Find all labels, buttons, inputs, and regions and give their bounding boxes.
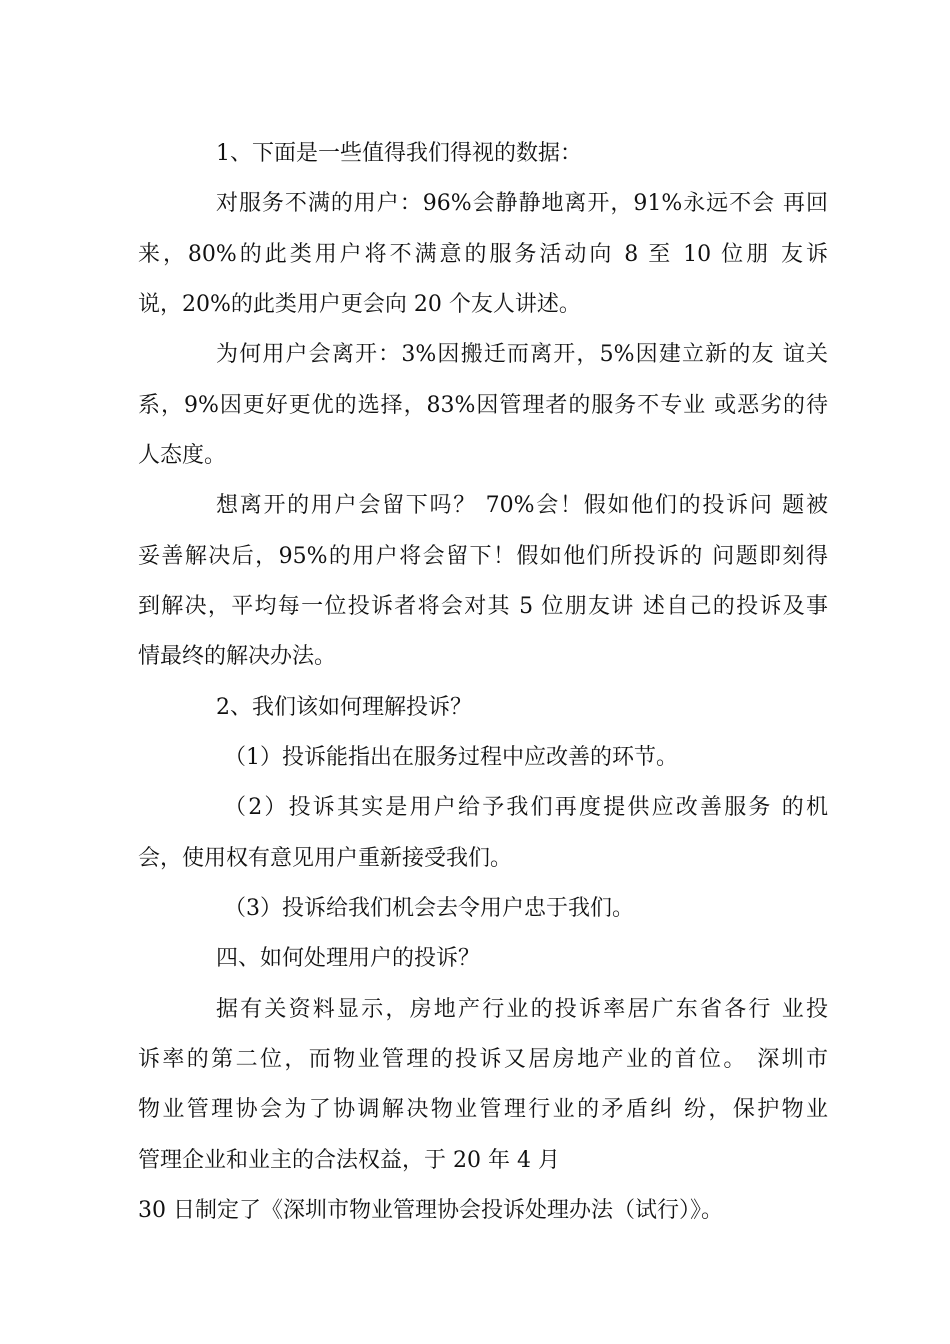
paragraph-line: 说，20%的此类用户更会向 20 个友人讲述。 (138, 292, 581, 317)
list-item-1: （1）投诉能指出在服务过程中应改善的环节。 (224, 745, 678, 770)
list-item-2: （2）投诉其实是用户给予我们再度提供应改善服务 的机 (224, 795, 828, 820)
paragraph-line: 来，80%的此类用户将不满意的服务活动向 8 至 10 位朋 友诉 (138, 242, 828, 267)
paragraph-line: 物业管理协会为了协调解决物业管理行业的矛盾纠 纷，保护物业 (138, 1097, 828, 1122)
heading-1: 1、下面是一些值得我们得视的数据： (216, 141, 582, 166)
paragraph-line: 人态度。 (138, 443, 227, 468)
paragraph-line: 会，使用权有意见用户重新接受我们。 (138, 846, 513, 871)
paragraph-line: 系，9%因更好更优的选择，83%因管理者的服务不专业 或恶劣的待 (138, 393, 828, 418)
heading-2: 2、我们该如何理解投诉？ (216, 695, 472, 720)
paragraph-line: 30 日制定了《深圳市物业管理协会投诉处理办法（试行）》。 (138, 1198, 723, 1223)
paragraph-line: 想离开的用户会留下吗？ 70%会！假如他们的投诉问 题被 (216, 493, 828, 518)
paragraph-line: 为何用户会离开：3%因搬迁而离开，5%因建立新的友 谊关 (216, 342, 828, 367)
heading-4: 四、如何处理用户的投诉？ (216, 946, 481, 971)
paragraph-line: 管理企业和业主的合法权益，于 20 年 4 月 (138, 1148, 560, 1173)
list-item-3: （3）投诉给我们机会去令用户忠于我们。 (224, 896, 634, 921)
paragraph-line: 妥善解决后，95%的用户将会留下！假如他们所投诉的 问题即刻得 (138, 544, 828, 569)
paragraph-line: 到解决，平均每一位投诉者将会对其 5 位朋友讲 述自己的投诉及事 (138, 594, 828, 619)
paragraph-line: 据有关资料显示，房地产行业的投诉率居广东省各行 业投 (216, 997, 828, 1022)
paragraph-line: 对服务不满的用户：96%会静静地离开，91%永远不会 再回 (216, 191, 828, 216)
paragraph-line: 诉率的第二位，而物业管理的投诉又居房地产业的首位。 深圳市 (138, 1047, 828, 1072)
paragraph-line: 情最终的解决办法。 (138, 644, 337, 669)
